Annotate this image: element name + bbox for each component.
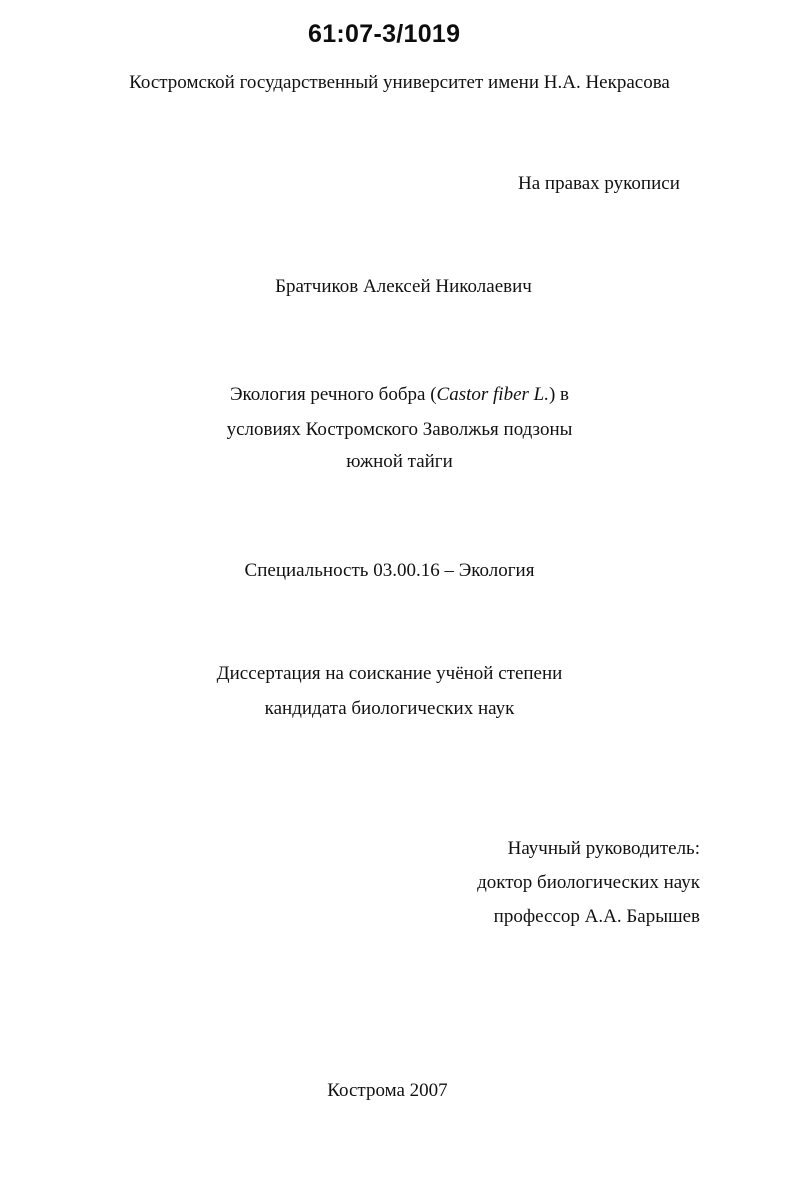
dissertation-line-1: Диссертация на соискание учёной степени xyxy=(216,663,563,684)
supervisor-label: Научный руководитель: xyxy=(507,838,700,859)
title-line-1 xyxy=(0,384,799,406)
place-year: Кострома 2007 xyxy=(327,1080,448,1101)
rights-notice: На правах рукописи xyxy=(518,173,680,194)
author-name: Братчиков Алексей Николаевич xyxy=(275,276,532,297)
specialty: Специальность 03.00.16 – Экология xyxy=(244,560,535,581)
species-latin-name: Castor fiber L. xyxy=(436,384,549,405)
supervisor-degree: доктор биологических наук xyxy=(477,872,700,893)
title-prefix: Экология речного бобра ( xyxy=(229,384,437,405)
catalog-stamp: 61:07-3/1019 xyxy=(308,20,461,48)
university-name: Костромской государственный университет имени Н.А. Некрасова xyxy=(129,72,670,93)
dissertation-line-2: кандидата биологических наук xyxy=(264,698,515,719)
title-line-3: южной тайги xyxy=(346,451,453,472)
title-suffix: ) в xyxy=(548,384,570,405)
supervisor-name: профессор А.А. Барышев xyxy=(493,906,700,927)
title-line-2: условиях Костромского Заволжья подзоны xyxy=(226,419,573,440)
